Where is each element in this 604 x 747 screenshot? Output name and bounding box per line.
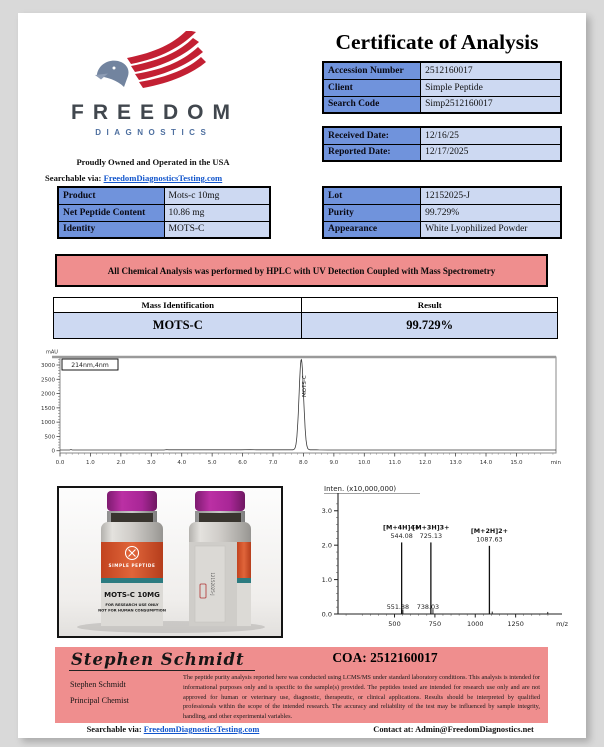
row-value: 12/16/25	[421, 127, 561, 144]
footer-searchable-label: Searchable via:	[86, 725, 142, 734]
svg-text:14.0: 14.0	[479, 460, 493, 466]
vials-illustration	[59, 488, 281, 636]
row-value: 99.729%	[421, 204, 561, 221]
svg-text:12.0: 12.0	[419, 460, 432, 466]
svg-text:9.0: 9.0	[329, 460, 339, 466]
searchable-link[interactable]: FreedomDiagnosticsTesting.com	[103, 173, 223, 183]
row-label: Accession Number	[323, 62, 421, 79]
vial-warning-line1: FOR RESEARCH USE ONLY	[105, 603, 159, 607]
table-row	[58, 187, 270, 204]
svg-text:8.0: 8.0	[299, 460, 308, 466]
certificate-page	[18, 13, 586, 738]
svg-text:MOTS-C: MOTS-C	[301, 375, 308, 397]
vial-back-lot-text: 12152025-J	[210, 572, 215, 596]
svg-text:214nm,4nm: 214nm,4nm	[71, 362, 109, 369]
svg-text:2.0: 2.0	[321, 541, 332, 550]
row-label: Reported Date:	[323, 144, 421, 161]
searchable-label: Searchable via:	[45, 173, 102, 183]
signature: Stephen Schmidt	[69, 650, 255, 671]
row-value: White Lyophilized Powder	[421, 221, 561, 238]
row-value: MOTS-C	[164, 221, 270, 238]
row-value: 12152025-J	[421, 187, 561, 204]
footer-searchable-line	[48, 725, 298, 734]
svg-text:[M+2H]2+: [M+2H]2+	[470, 526, 508, 535]
disclaimer-text: The peptide purity analysis reported here was conducted using LCMS/MS under standard laboratory conditions. This analysis is intended for informational purposes only and is specific to the sample(s) provided. The peptides tested are intended for research use only and are not approved for human or veterinary use, diagnostic, therapeutic, or clinical applications. Results should be interpreted by qualified professionals within the scope of the intended research. The accuracy and reliability of the test may be influenced by sample integrity, handling, and other experimental variables.	[183, 674, 540, 720]
vial-warning-line2: NOT FOR HUMAN CONSUMPTION	[98, 608, 166, 613]
svg-text:500: 500	[44, 434, 55, 441]
searchable-line	[45, 173, 222, 183]
svg-text:m/z: m/z	[556, 620, 568, 628]
tagline: Proudly Owned and Operated in the USA	[76, 157, 230, 167]
column-header: Result	[302, 298, 558, 313]
svg-text:2.0: 2.0	[116, 460, 126, 466]
svg-text:500: 500	[388, 620, 401, 628]
contact-line: Contact at: Admin@FreedomDiagnostics.net	[373, 725, 534, 734]
row-label: Search Code	[323, 96, 421, 113]
table-row	[323, 96, 561, 113]
row-label: Client	[323, 79, 421, 96]
signature-footer	[55, 647, 548, 723]
table-row	[58, 221, 270, 238]
svg-text:1000: 1000	[466, 620, 484, 628]
mass-identification-table	[53, 297, 558, 339]
page-title: Certificate of Analysis	[335, 30, 539, 54]
accession-info-table	[322, 61, 562, 114]
row-label: Received Date:	[323, 127, 421, 144]
svg-text:10.0: 10.0	[358, 460, 371, 466]
signer-role: Principal Chemist	[70, 696, 129, 705]
svg-text:0.0: 0.0	[55, 460, 65, 466]
svg-text:[M+4H]4+: [M+4H]4+	[383, 523, 421, 532]
svg-text:7.0: 7.0	[268, 460, 278, 466]
svg-text:3000: 3000	[41, 363, 55, 369]
svg-text:1500: 1500	[41, 405, 55, 412]
table-row	[58, 204, 270, 221]
svg-text:544.08: 544.08	[390, 531, 413, 540]
vial-brand-text: SIMPLE PEPTIDE	[108, 563, 156, 568]
row-label: Net Peptide Content	[58, 204, 164, 221]
svg-text:13.0: 13.0	[449, 460, 462, 466]
row-label: Lot	[323, 187, 421, 204]
svg-text:738.03: 738.03	[416, 603, 440, 611]
row-value: Simp2512160017	[421, 96, 561, 113]
svg-text:1087.63: 1087.63	[476, 535, 503, 544]
row-value: Simple Peptide	[421, 79, 561, 96]
coa-number: COA: 2512160017	[332, 650, 438, 665]
svg-text:4.0: 4.0	[177, 460, 187, 466]
table-row	[54, 313, 558, 339]
svg-text:2000: 2000	[41, 391, 55, 398]
svg-text:1000: 1000	[41, 420, 55, 427]
signer-name: Stephen Schmidt	[70, 680, 126, 689]
svg-text:11.0: 11.0	[388, 460, 401, 466]
svg-text:[M+3H]3+: [M+3H]3+	[412, 523, 450, 532]
row-value: 12/17/2025	[421, 144, 561, 161]
svg-text:551.88: 551.88	[386, 603, 410, 611]
vial-front	[98, 491, 166, 626]
table-row	[323, 79, 561, 96]
row-value: MOTS-C	[54, 313, 302, 339]
row-value: 10.86 mg	[164, 204, 270, 221]
table-row	[323, 62, 561, 79]
svg-text:2500: 2500	[41, 377, 55, 384]
row-label: Product	[58, 187, 164, 204]
mass-spectrum-chart	[298, 481, 572, 643]
svg-text:0.0: 0.0	[321, 610, 332, 619]
brand-name: FREEDOM	[71, 101, 239, 124]
table-row	[323, 127, 561, 144]
hplc-chromatogram-chart	[30, 347, 562, 479]
lot-table	[322, 186, 562, 239]
method-banner: All Chemical Analysis was performed by HPLC with UV Detection Coupled with Mass Spectrometry	[55, 254, 548, 287]
svg-text:min: min	[550, 460, 561, 466]
brand-subtitle: DIAGNOSTICS	[95, 128, 212, 137]
product-table	[57, 186, 271, 239]
table-row	[323, 221, 561, 238]
svg-text:mAU: mAU	[46, 349, 58, 356]
table-row	[323, 204, 561, 221]
svg-text:3.0: 3.0	[146, 460, 156, 466]
company-logo	[58, 31, 243, 137]
svg-text:Inten. (x10,000,000): Inten. (x10,000,000)	[324, 485, 397, 493]
dates-table	[322, 126, 562, 162]
svg-text:1250: 1250	[507, 620, 524, 628]
footer-searchable-link[interactable]: FreedomDiagnosticsTesting.com	[143, 725, 260, 734]
svg-text:15.0: 15.0	[510, 460, 523, 466]
row-label: Purity	[323, 204, 421, 221]
svg-text:3.0: 3.0	[321, 507, 332, 516]
table-row	[323, 187, 561, 204]
svg-text:1.0: 1.0	[321, 575, 332, 584]
table-row	[323, 144, 561, 161]
svg-text:0: 0	[51, 448, 55, 455]
column-header: Mass Identification	[54, 298, 302, 313]
svg-text:750: 750	[428, 620, 442, 628]
row-label: Identity	[58, 221, 164, 238]
row-label: Appearance	[323, 221, 421, 238]
svg-text:6.0: 6.0	[238, 460, 247, 466]
row-value: 99.729%	[302, 313, 558, 339]
svg-text:1.0: 1.0	[86, 460, 95, 466]
svg-text:725.13: 725.13	[419, 531, 443, 540]
row-value: 2512160017	[421, 62, 561, 79]
vial-back	[189, 491, 251, 626]
product-vials-photo	[57, 486, 283, 638]
svg-text:5.0: 5.0	[207, 460, 217, 466]
eagle-flag-logo-icon	[71, 31, 231, 95]
row-value: Mots-c 10mg	[164, 187, 270, 204]
vial-product-text: MOTS-C 10MG	[104, 591, 160, 599]
